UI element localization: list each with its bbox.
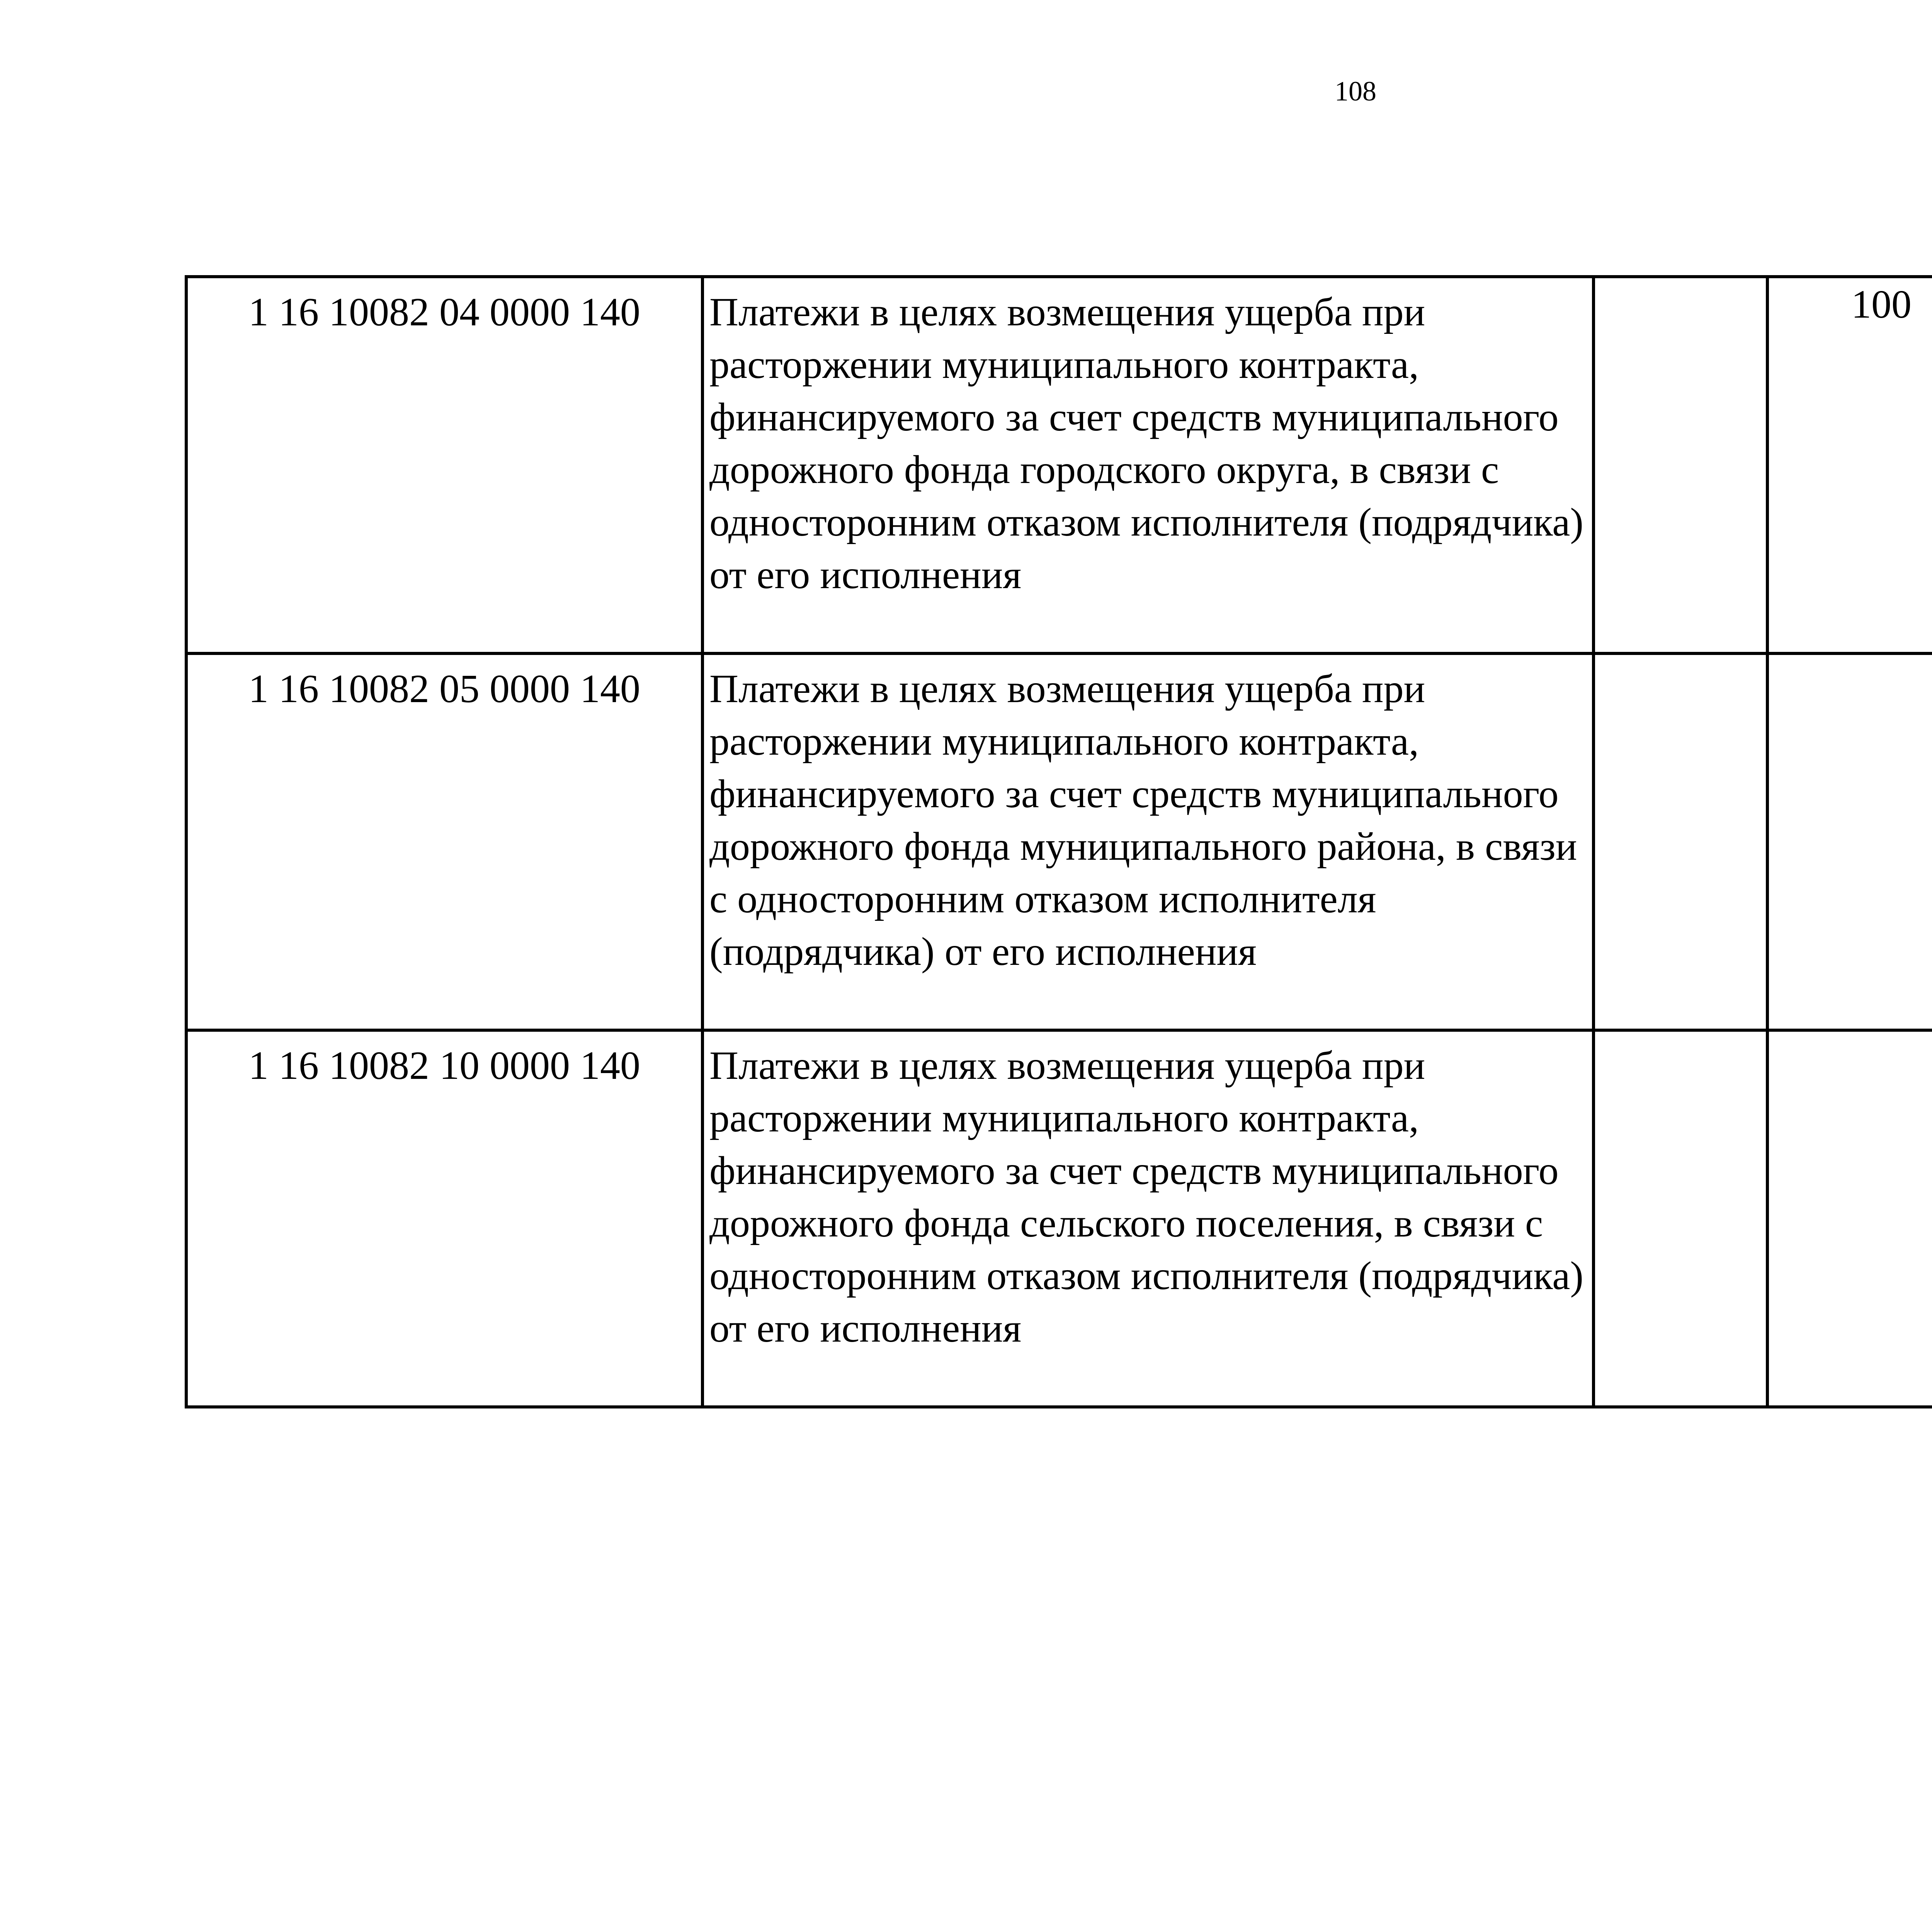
description-cell — [702, 1030, 1594, 1407]
budget-code: 1 16 10082 10 0000 140 — [248, 1043, 640, 1088]
value-cell — [1767, 1030, 1932, 1407]
budget-code-cell — [186, 1030, 702, 1407]
value-cell — [1594, 277, 1767, 653]
budget-code: 1 16 10082 05 0000 140 — [248, 667, 640, 711]
description-cell — [702, 653, 1594, 1030]
value-cell — [1594, 653, 1767, 1030]
table-row — [186, 277, 1932, 653]
income-description: Платежи в целях возмещения ущерба при расторжении муниципального контракта, финансируемого за счет средств муниципального дорожного фонда городского округа, в связи с односторонним отказом исполнителя (подрядчика) от его исполнения — [709, 290, 1583, 597]
value-cell — [1594, 1030, 1767, 1407]
value-cell: 100 — [1767, 277, 1932, 653]
budget-code-cell — [186, 277, 702, 653]
revenue-distribution-table — [185, 275, 1932, 1408]
value-cell — [1767, 653, 1932, 1030]
income-description: Платежи в целях возмещения ущерба при расторжении муниципального контракта, финансируемого за счет средств муниципального дорожного фонда сельского поселения, в связи с односторонним отказом исполнителя (подрядчика) от его исполнения — [709, 1043, 1583, 1351]
table-row — [186, 1030, 1932, 1407]
budget-code: 1 16 10082 04 0000 140 — [248, 290, 640, 334]
table-row — [186, 653, 1932, 1030]
description-cell — [702, 277, 1594, 653]
page-number: 108 — [1335, 76, 1376, 107]
budget-code-cell — [186, 653, 702, 1030]
income-description: Платежи в целях возмещения ущерба при расторжении муниципального контракта, финансируемого за счет средств муниципального дорожного фонда муниципального района, в связи с односторонним отказом исполнителя (подрядчика) от его исполнения — [709, 667, 1577, 974]
